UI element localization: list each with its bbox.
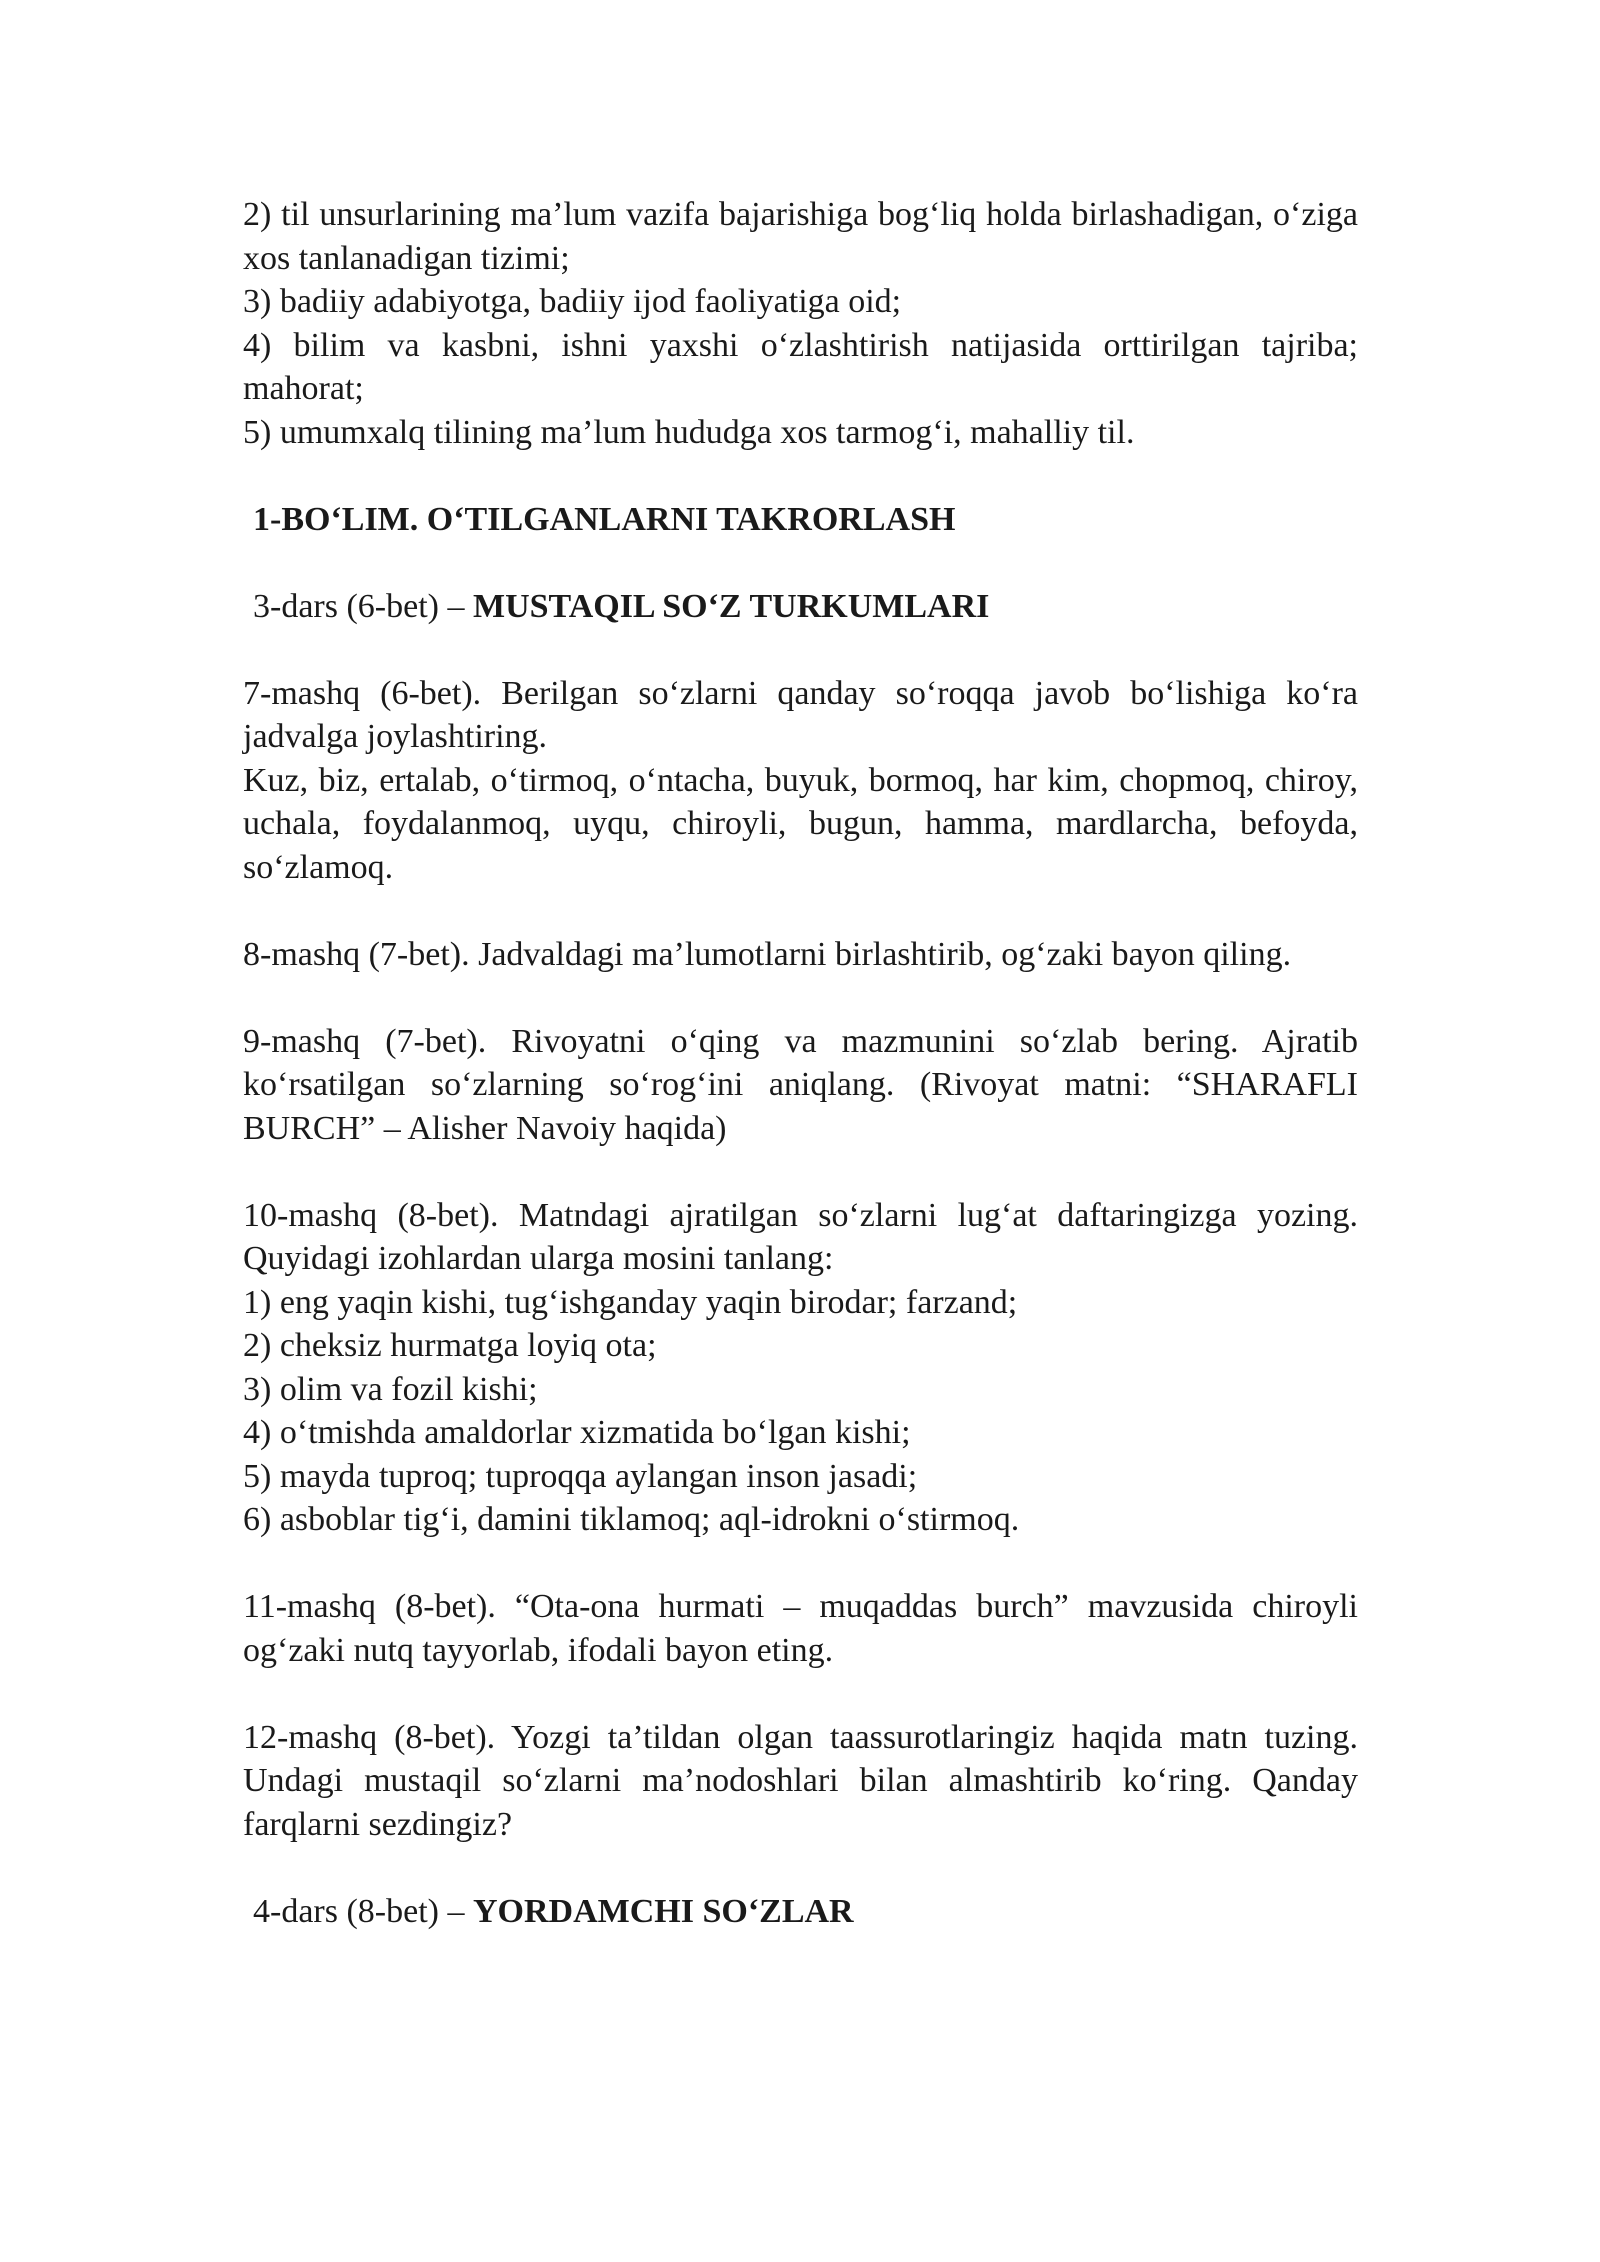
- exercise-10-item: 3) olim va fozil kishi;: [243, 1370, 538, 1408]
- definition-list: [243, 193, 1358, 454]
- definition-item: 2) til unsurlarining ma’lum vazifa bajarishiga bog‘liq holda birlashadigan, o‘ziga xos tanlanadigan tizimi;: [243, 196, 1358, 277]
- exercise-11: 11-mashq (8-bet). “Ota-ona hurmati – muqaddas burch” mavzusida chiroyli og‘zaki nutq tayyorlab, ifodali bayon eting.: [243, 1588, 1358, 1669]
- exercise-10: [243, 1194, 1358, 1542]
- exercise-10-item: 1) eng yaqin kishi, tug‘ishganday yaqin birodar; farzand;: [243, 1283, 1018, 1321]
- document-page: [243, 193, 1358, 1933]
- exercise-9: 9-mashq (7-bet). Rivoyatni o‘qing va mazmunini so‘zlab bering. Ajratib ko‘rsatilgan so‘zlarning so‘rog‘ini aniqlang. (Rivoyat matni: “SHARAFLI BURCH” – Alisher Navoiy haqida): [243, 1022, 1358, 1147]
- lesson-3-title: MUSTAQIL SO‘Z TURKUMLARI: [472, 587, 990, 625]
- lesson-3-heading: [243, 585, 1358, 629]
- definition-item: 5) umumxalq tilining ma’lum hududga xos tarmog‘i, mahalliy til.: [243, 413, 1135, 451]
- lesson-4-title: YORDAMCHI SO‘ZLAR: [472, 1892, 854, 1930]
- exercise-10-item: 4) o‘tmishda amaldorlar xizmatida bo‘lgan kishi;: [243, 1414, 911, 1451]
- exercise-7-task: 7-mashq (6-bet). Berilgan so‘zlarni qanday so‘roqqa javob bo‘lishiga ko‘ra jadvalga joylashtiring.: [243, 674, 1358, 755]
- lesson-4-prefix: 4-dars (8-bet) –: [253, 1892, 473, 1930]
- exercise-10-task: 10-mashq (8-bet). Matndagi ajratilgan so‘zlarni lug‘at daftaringizga yozing. Quyidagi izohlardan ularga mosini tanlang:: [243, 1196, 1358, 1277]
- exercise-8: 8-mashq (7-bet). Jadvaldagi ma’lumotlarni birlashtirib, og‘zaki bayon qiling.: [243, 935, 1292, 973]
- exercise-12: 12-mashq (8-bet). Yozgi ta’tildan olgan taassurotlaringiz haqida matn tuzing. Undagi mustaqil so‘zlarni ma’nodoshlari bilan almashtirib ko‘ring. Qanday farqlarni sezdingiz?: [243, 1718, 1358, 1843]
- section-heading: 1-BO‘LIM. O‘TILGANLARNI TAKRORLASH: [253, 500, 956, 538]
- lesson-3-prefix: 3-dars (6-bet) –: [253, 587, 473, 625]
- exercise-10-item: 6) asboblar tig‘i, damini tiklamoq; aql-idrokni o‘stirmoq.: [243, 1501, 1020, 1538]
- exercise-7-words: Kuz, biz, ertalab, o‘tirmoq, o‘ntacha, buyuk, bormoq, har kim, chopmoq, chiroy, uchala, foydalanmoq, uyqu, chiroyli, bugun, hamma, mardlarcha, befoyda, so‘zlamoq.: [243, 761, 1358, 886]
- exercise-10-item: 5) mayda tuproq; tuproqqa aylangan inson jasadi;: [243, 1457, 918, 1495]
- definition-item: 3) badiiy adabiyotga, badiiy ijod faoliyatiga oid;: [243, 283, 902, 320]
- lesson-4-heading: [243, 1890, 1358, 1934]
- definition-item: 4) bilim va kasbni, ishni yaxshi o‘zlashtirish natijasida orttirilgan tajriba; mahorat;: [243, 326, 1358, 407]
- exercise-10-item: 2) cheksiz hurmatga loyiq ota;: [243, 1327, 657, 1364]
- exercise-7: [243, 672, 1358, 890]
